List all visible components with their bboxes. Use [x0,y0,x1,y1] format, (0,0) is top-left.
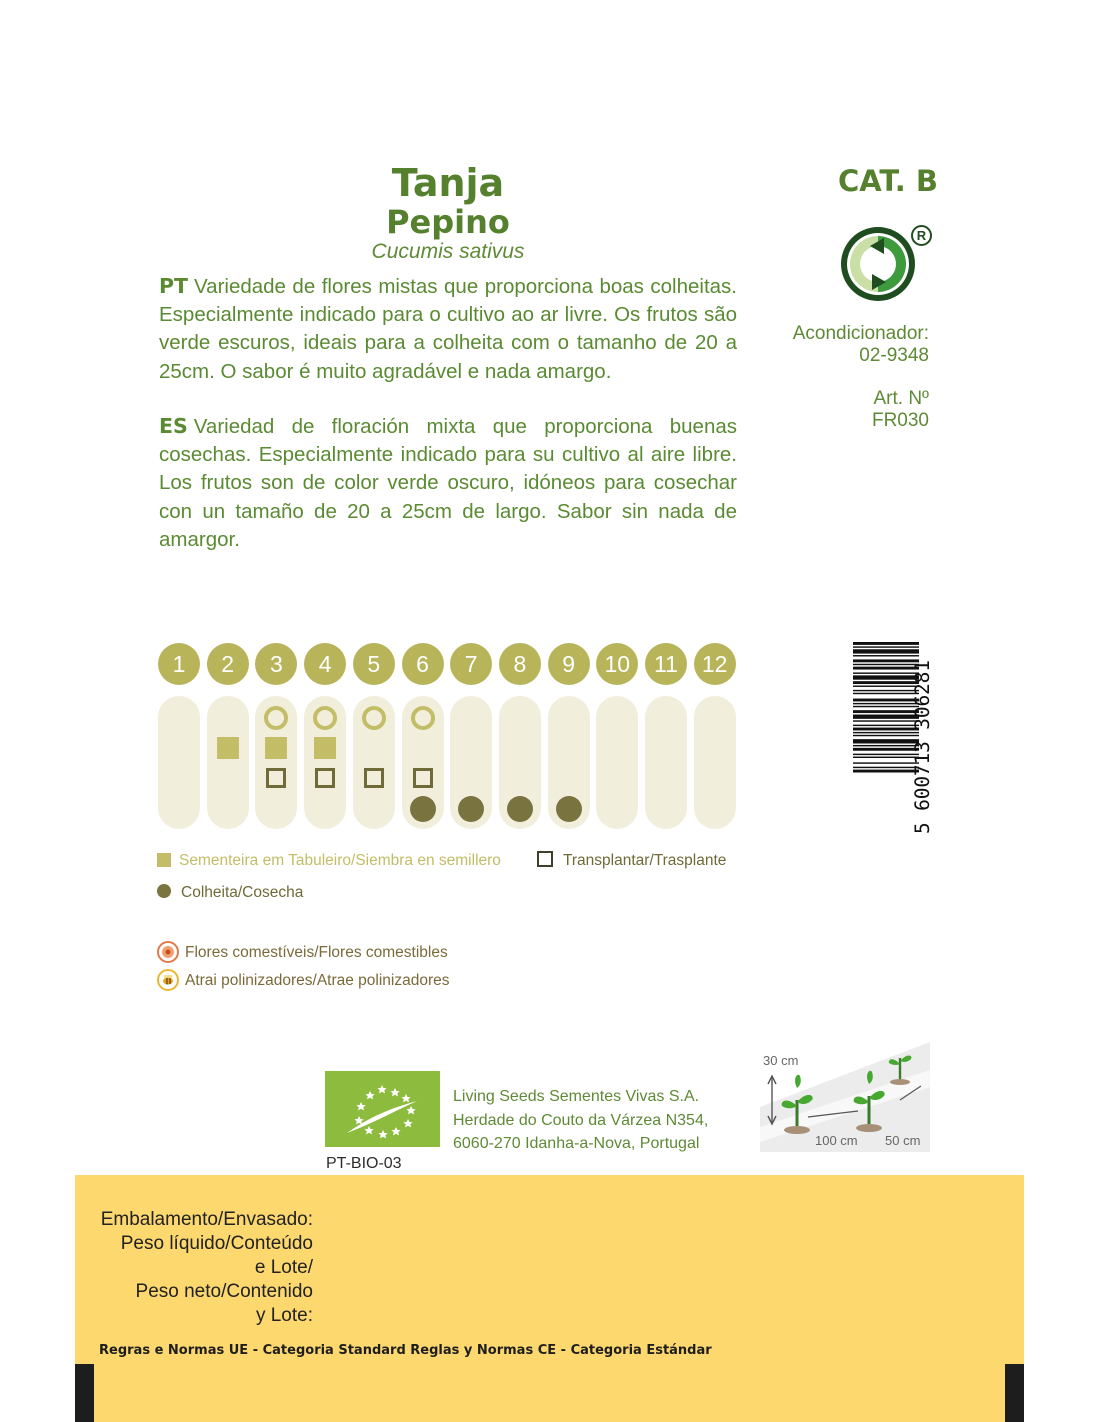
month-track [596,696,638,829]
right-black-marker [1005,1364,1024,1422]
barcode-bar [853,735,919,736]
barcode-digits [913,660,933,834]
legend-pollinators [157,969,450,991]
conditioner-label: Acondicionador: [792,323,929,344]
legend-pollinators-text: Atrai polinizadores/Atrae polinizadores [185,972,450,989]
plant-spacing-diagram [760,1042,930,1152]
article-number [872,388,929,432]
description-es [159,412,737,554]
harvest-dot-icon [556,796,582,822]
packaging-line-1: Embalamento/Envasado: [100,1209,313,1230]
month-number-badge: 8 [499,643,541,685]
regulations-text: Regras e Normas UE - Categoria Standard Reglas y Normas CE - Categoria Estándar [99,1343,712,1358]
outline-square-icon [413,768,433,788]
harvest-dot-icon [507,796,533,822]
barcode-bar [853,703,919,704]
barcode-bar [853,672,919,673]
category-label: CAT. B [837,164,939,198]
barcode-digits-text: 5 600713 306281 [911,660,934,834]
lang-code-pt: PT [159,274,189,298]
title-block [300,162,596,266]
legend-transplant [537,851,726,871]
conditioner [793,323,929,367]
barcode-bar [853,655,919,656]
packaging-line-4: Peso neto/Contenido [135,1281,313,1302]
barcode-bar [853,720,919,721]
month-track [158,696,200,829]
month-number-badge: 12 [694,643,736,685]
barcode-bar [853,745,919,746]
barcode-bar [853,770,919,773]
barcode-bar [853,725,919,726]
common-name: Pepino [386,203,510,241]
month-number-badge: 5 [353,643,395,685]
month-track [645,696,687,829]
legend-harvest-text: Colheita/Cosecha [181,884,304,901]
month-number-badge: 10 [596,643,638,685]
legend-sowing [157,851,501,871]
open-circle-icon [313,706,337,730]
barcode-bar [853,686,919,687]
packaging-line-2: Peso líquido/Conteúdo [120,1233,313,1254]
open-circle-icon [411,706,435,730]
barcode-bar [853,706,919,707]
legend-sowing-text: Sementeira em Tabuleiro/Siembra en semillero [179,852,501,869]
packaging-line-5: y Lote: [255,1305,313,1326]
flower-icon [157,941,179,963]
barcode-bar [853,667,919,670]
company-info [453,1085,708,1156]
barcode-bar [853,690,919,691]
outline-square-icon [266,768,286,788]
harvest-dot-icon [410,796,436,822]
left-black-marker [75,1364,94,1422]
legend-edible-flowers-text: Flores comestíveis/Flores comestibles [185,944,448,961]
barcode-bar [853,757,919,758]
harvest-dot-icon [458,796,484,822]
lang-code-es: ES [159,414,188,438]
description-pt-text: Variedade de flores mistas que proporciona boas colheitas. Especialmente indicado para o cultivo ao ar livre. Os frutos são verde escuros, ideais para a colheita com o tamanho de 20 a 25cm. O sabor é muito agradável e nada amargo. [159,275,737,383]
month-number-badge: 7 [450,643,492,685]
filled-square-icon [265,737,287,759]
depth-label: 30 cm [763,1053,799,1068]
outline-square-icon [364,768,384,788]
latin-name: Cucumis sativus [371,240,525,263]
barcode-bar [853,748,919,751]
barcode-bar [853,681,919,684]
barcode-bar [853,659,919,662]
open-circle-icon [264,706,288,730]
legend-edible-flowers [157,941,448,963]
barcode-bar [853,675,919,679]
barcode-bar [853,664,919,665]
barcode-bar [853,767,919,768]
barcode-bar [853,754,919,755]
filled-square-icon [217,737,239,759]
eu-organic-leaf-logo [325,1071,440,1147]
filled-square-icon [157,853,171,867]
green-dot-icon [840,226,916,302]
plant-spacing-label: 50 cm [885,1133,921,1148]
company-address-2: 6060-270 Idanha-a-Nova, Portugal [453,1135,700,1152]
barcode-bar [853,762,919,763]
barcode-bar [853,699,919,702]
outline-square-icon [537,851,553,867]
month-number-badge: 2 [207,643,249,685]
open-circle-icon [362,706,386,730]
description-es-text: Variedad de floración mixta que proporciona buenas cosechas. Especialmente indicado para su cultivo al aire libre. Los frutos son de color verde oscuro, idóneos para cosechar con un tamaño de 20 a 25cm de largo. Sabor sin nada de amargor. [159,415,737,551]
month-track [207,696,249,829]
month-number-badge: 4 [304,643,346,685]
harvest-dot-icon [157,884,171,898]
conditioner-value: 02-9348 [859,345,929,366]
legend-transplant-text: Transplantar/Trasplante [563,852,727,869]
variety-name: Tanja [391,161,505,205]
outline-square-icon [315,768,335,788]
company-name: Living Seeds Sementes Vivas S.A. [453,1088,700,1105]
barcode-bar [853,693,919,694]
row-spacing-label: 100 cm [815,1133,858,1148]
organic-code: PT-BIO-03 [326,1155,402,1172]
barcode-bar [853,715,919,719]
barcode-bar [853,649,919,653]
registered-icon: R [911,225,932,246]
month-number-badge: 3 [255,643,297,685]
barcode-bar [853,646,919,647]
month-number-badge: 1 [158,643,200,685]
packaging-info [99,1208,313,1328]
barcode-bar [853,732,919,733]
legend-harvest [157,883,303,903]
article-label: Art. Nº [873,388,929,409]
bee-icon [157,969,179,991]
barcode-bar [853,710,919,713]
month-number-badge: 6 [402,643,444,685]
month-number-badge: 11 [645,643,687,685]
month-number-badge: 9 [548,643,590,685]
barcode-bar [853,642,919,645]
month-track [694,696,736,829]
barcode-bar [853,728,919,731]
article-value: FR030 [871,410,929,431]
company-address-1: Herdade do Couto da Várzea N354, [453,1111,709,1129]
filled-square-icon [314,737,336,759]
packaging-line-3: e Lote/ [254,1257,313,1278]
description-pt [159,272,737,386]
barcode-bar [853,739,919,743]
